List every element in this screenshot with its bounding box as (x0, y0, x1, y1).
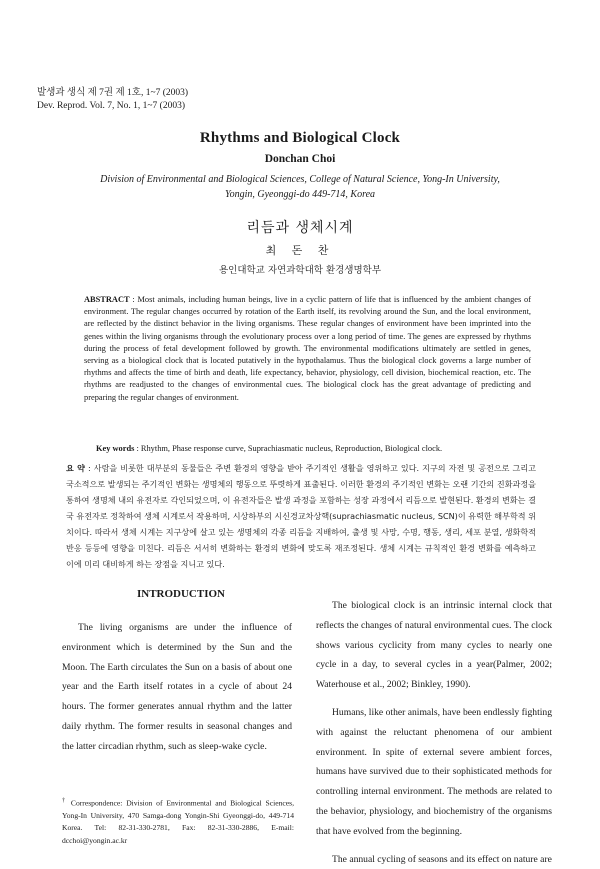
keywords-label: Key words (96, 444, 135, 453)
footnote-mark: † (62, 797, 68, 804)
keywords (96, 443, 536, 455)
paper-title: Rhythms and Biological Clock (199, 130, 401, 146)
journal-citation (37, 87, 188, 113)
section-heading-introduction: INTRODUCTION (136, 588, 225, 600)
author-affiliation (0, 172, 600, 202)
right-column (316, 512, 552, 869)
footnote-text: Correspondence: Division of Environmental and Biological Sciences, Yong-In University, 470 Samga-dong Yongin-Shi Gyeonggi-do, 449-714 Korea. Tel: 82-31-330-2781, Fax: 82-31-330-2886, E-mail: dcchoi@yongin.ac.kr (62, 798, 294, 845)
right-paragraph-3: The annual cycling of seasons and its effect on nature are (332, 853, 552, 865)
korean-abstract-text: : 사람을 비롯한 대부분의 동물들은 주변 환경의 영향을 받아 주기적인 생활을 영위하고 있다. 지구의 자전 및 공전으로 그리고 국소적으로 발생되는 주기적인 변화는 생명체의 행동으로 뚜렷하게 표출된다. 이러한 환경의 주기적인 변화는 오랜 기간의 진화과정을 통하여 생명체 내의 유전자로 각인되었으며, 이 유전자들은 발생 과정을 포함하는 성장 과정에서 리듬으로 발현된다. 환경의 변화는 결국 유전자로 정착하여 생체 시계로서 작용하며, 시상하부의 시신경교차상핵(suprachiasmatic nucleus, SCN)이 유력한 해부학적 위치이다. 따라서 생체 시계는 지구상에 살고 있는 생명체의 각종 리듬을 지배하여, 출생 및 사망, 수명, 행동, 생리, 세포 분열, 생화학적 반응 등등에 영향을 미친다. 리듬은 서서히 변화하는 환경의 변화에 맞도록 재조정된다. 생체 시계는 규칙적인 환경 변화를 예측하고 이에 미리 대비하게 하는 장점을 지니고 있다. (66, 463, 536, 569)
affiliation-line-1: Division of Environmental and Biological Sciences, College of Natural Science, Yong-In University, (100, 174, 500, 185)
journal-citation-korean: 발생과 생식 제 7권 제 1호, 1~7 (2003) (37, 88, 189, 98)
right-paragraph-2: Humans, like other animals, have been endlessly fighting with against the reluctant phenomena of our ambient environment. In spite of external severe ambient forces, humans have survived due to their sophisticated methods for controlling internal environment. The methods are related to the behavior, physiology, and biochemistry of the organisms that have evolved from the beginning. (316, 706, 552, 837)
abstract-label: ABSTRACT (84, 295, 130, 304)
correspondence-footnote (62, 795, 294, 847)
korean-author: 최 돈 찬 (265, 244, 335, 257)
journal-citation-english: Dev. Reprod. Vol. 7, No. 1, 1~7 (2003) (37, 101, 185, 111)
korean-affiliation: 용인대학교 자연과학대학 환경생명학부 (218, 265, 382, 276)
abstract-text: : Most animals, including human beings, live in a cyclic pattern of life that is influenced by the ambient changes of environment. The regular changes occurred by rotation of the Earth itself, its revolving around the Sun, and the local environment, are reflected by the distinct behavior in the living organisms. These regular changes of environment have been imprinted into the genes within the living organisms through the evolutionary process over a long period of time. The genes are expressed by rhythms during the process of fetal development followed by growth. The environmental modifications ultimately are settled in genes, serving as a biological clock that is located putatively in the hypothalamus. Thus the biological clock governs a large number of rhythms and affects the time of birth and death, life expectancy, behavior, physiology, cell division, biochemical reaction, etc. The rhythms are readjusted to the changes of environmental cues. The biological clock has the great advantage of predicting and preparing the regular changes of environment. (84, 295, 531, 402)
left-column (62, 512, 292, 757)
keywords-text: : Rhythm, Phase response curve, Suprachiasmatic nucleus, Reproduction, Biological clock. (134, 444, 443, 453)
author-name: Donchan Choi (264, 153, 336, 165)
affiliation-line-2: Yongin, Gyeonggi-do 449-714, Korea (224, 189, 376, 200)
right-paragraph-1: The biological clock is an intrinsic internal clock that reflects the changes of natural environmental cues. The clock shows various cyclicity from many cycles to nearly one cycle in a day, to several cycles in a year(Palmer, 2002; Waterhouse et al., 2002; Binkley, 1990). (316, 600, 552, 691)
intro-paragraph-1: The living organisms are under the influence of environment which is determined by the Sun and the Moon. The Earth circulates the Sun on a basis of about one year and the Earth itself rotates in a cycle of about 24 hours. The former generates annual rhythm and the latter daily rhythm. The former results in seasonal changes and the latter circadian rhythm, such as sleep-wake cycle. (62, 622, 292, 752)
korean-abstract-label: 요 약 (66, 463, 85, 473)
abstract (84, 294, 531, 404)
korean-title: 리듬과 생체시계 (246, 220, 354, 236)
